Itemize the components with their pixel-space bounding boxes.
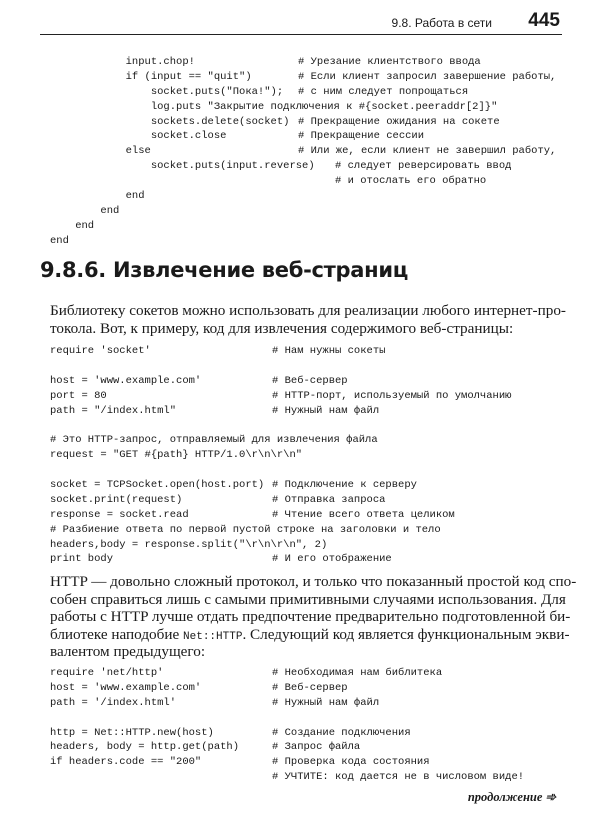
code-text: log.puts "Закрытие подключения к #{socket.peeraddr[2]}" (50, 100, 498, 113)
code-text: socket.close (50, 130, 227, 143)
code-comment: # следует реверсировать ввод (335, 160, 512, 173)
code-comment: # Нужный нам файл (272, 696, 380, 709)
code-text: response = socket.read (50, 508, 189, 521)
code-comment: # Веб-сервер (272, 374, 348, 387)
code-text: end (50, 190, 145, 203)
text-line: HTTP — довольно сложный протокол, и только что показанный простой код спо- (50, 573, 577, 590)
text-line: валентом предыдущего: (50, 643, 206, 661)
inline-code: Net::HTTP (183, 630, 243, 643)
code-text: http = Net::HTTP.new(host) (50, 726, 214, 739)
code-text: print body (50, 553, 114, 566)
text-line: токола. Вот, к примеру, код для извлечения содержимого веб-страницы: (50, 319, 514, 337)
code-comment: # Веб-сервер (272, 681, 348, 694)
code-comment: # Проверка кода состояния (272, 756, 430, 769)
code-text: else (50, 145, 151, 158)
paragraph-net-http (50, 573, 577, 661)
code-text: input.chop! (50, 56, 195, 68)
code-text: end (50, 234, 69, 247)
text-line: Библиотеку сокетов можно использовать для реализации любого интернет-про- (50, 302, 566, 319)
code-text: host = 'www.example.com' (50, 374, 202, 387)
section-heading: 9.8.6. Извлечение веб-страниц (40, 258, 409, 282)
code-text: # Разбиение ответа по первой пустой строке на заголовки и тело (50, 523, 441, 536)
code-comment: # Прекращение ожидания на сокете (298, 115, 500, 128)
section-title: 9.8. Работа в сети (391, 16, 492, 30)
code-comment: # Подключение к серверу (272, 479, 417, 492)
text: . Следующий код является функциональным экви- (242, 625, 570, 643)
code-comment: # Нам нужны сокеты (272, 345, 386, 357)
code-text: socket.print(request) (50, 493, 183, 506)
code-text: end (50, 204, 120, 217)
code-comment: # Создание подключения (272, 726, 411, 739)
code-comment: # УЧТИТЕ: код дается не в числовом виде! (272, 771, 525, 784)
code-text: port = 80 (50, 389, 107, 402)
continuation-marker: продолжение ➾ (467, 790, 556, 804)
text-line: собен справиться лишь с самыми примитивными случаями использования. Для (50, 590, 566, 608)
code-comment: # и отослать его обратно (335, 175, 487, 188)
code-text: if (input == "quit") (50, 70, 252, 83)
code-text: # Это HTTP-запрос, отправляемый для извлечения файла (50, 434, 378, 447)
code-text: headers, body = http.get(path) (50, 741, 240, 754)
code-comment: # Прекращение сессии (298, 130, 425, 143)
code-comment: # с ним следует попрощаться (298, 85, 469, 98)
code-comment: # Урезание клиентствого ввода (298, 56, 481, 68)
text-line (50, 625, 570, 644)
code-text: host = 'www.example.com' (50, 681, 202, 694)
code-comment: # Запрос файла (272, 741, 361, 754)
text: блиотеке наподобие (50, 625, 184, 643)
code-comment: # Отправка запроса (272, 493, 386, 506)
code-text: request = "GET #{path} HTTP/1.0\r\n\r\n" (50, 449, 303, 462)
code-text: sockets.delete(socket) (50, 115, 290, 128)
code-text: path = "/index.html" (50, 404, 177, 417)
code-comment: # И его отображение (272, 553, 392, 566)
code-comment: # Нужный нам файл (272, 404, 380, 417)
code-text: end (50, 219, 95, 232)
page-number: 445 (528, 10, 560, 31)
code-text: socket.puts(input.reverse) (50, 160, 315, 173)
code-text: if headers.code == "200" (50, 756, 202, 769)
code-text: socket.puts("Пока!"); (50, 85, 284, 98)
code-comment: # HTTP-порт, используемый по умолчанию (272, 389, 512, 402)
code-comment: # Необходимая нам библитека (272, 667, 443, 679)
code-text: require 'net/http' (50, 667, 164, 679)
text-line: работы с HTTP лучше отдать предпочтение предварительно подготовленной би- (50, 608, 571, 626)
code-comment: # Если клиент запросил завершение работы, (298, 70, 557, 83)
paragraph-intro (50, 302, 566, 337)
code-text: path = '/index.html' (50, 696, 177, 709)
code-text: headers,body = response.split("\r\n\r\n", 2) (50, 538, 328, 551)
code-text: require 'socket' (50, 345, 151, 357)
code-comment: # Чтение всего ответа целиком (272, 508, 455, 521)
running-header (40, 10, 562, 35)
code-text: socket = TCPSocket.open(host.port) (50, 479, 265, 492)
code-comment: # Или же, если клиент не завершил работу, (298, 145, 557, 158)
